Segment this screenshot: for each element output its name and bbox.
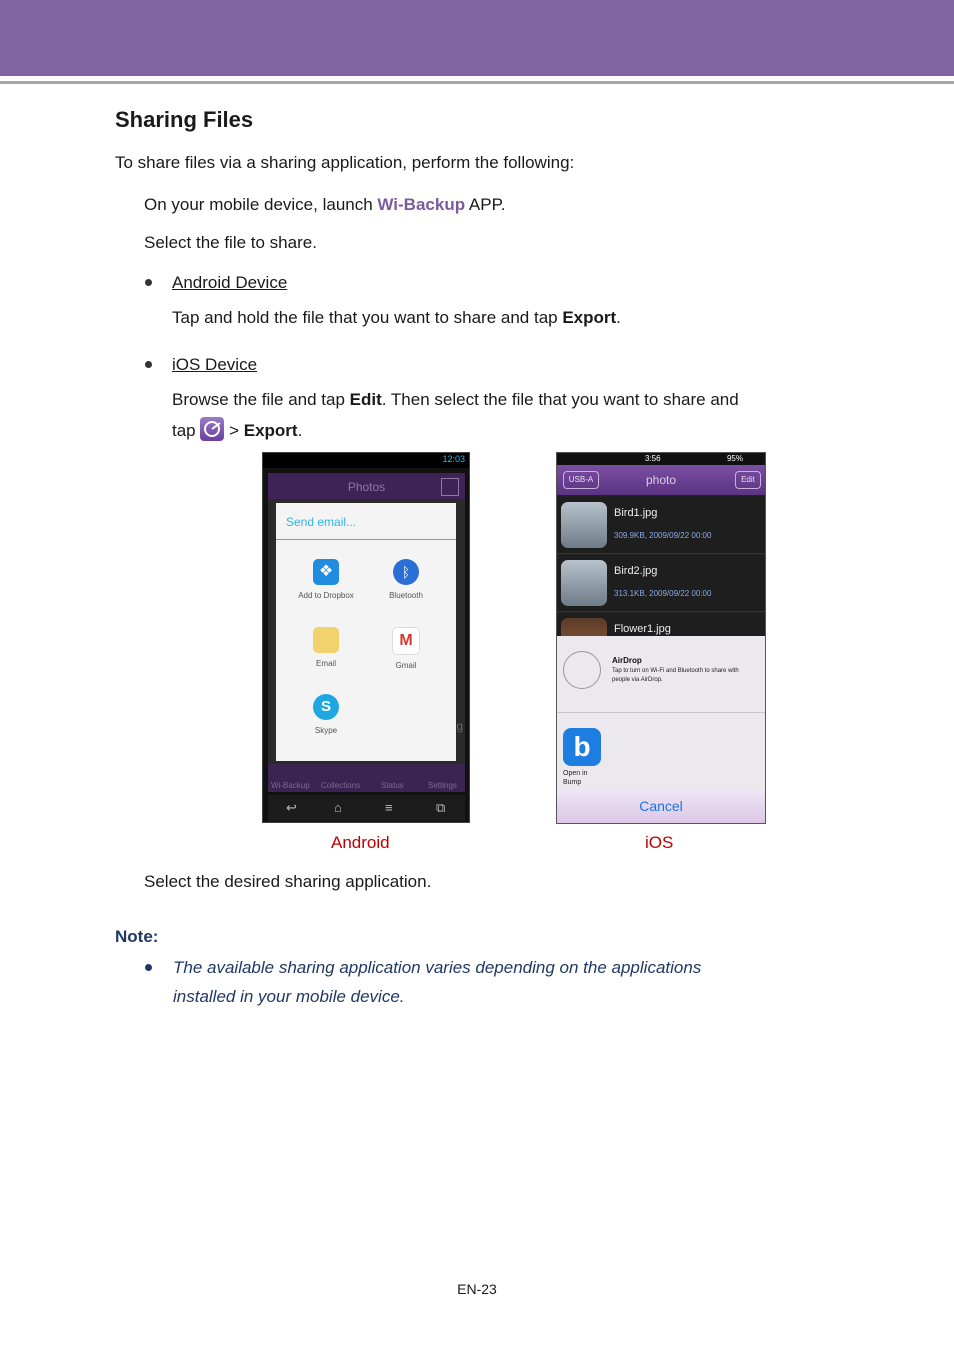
tab-wi-backup[interactable]: Wi-Backup bbox=[271, 781, 310, 790]
file-row[interactable] bbox=[557, 555, 765, 612]
android-heading: Android Device bbox=[172, 273, 288, 292]
bullet-icon bbox=[145, 279, 152, 286]
sheet-divider bbox=[557, 712, 765, 713]
app-label: Skype bbox=[314, 726, 338, 735]
ios-instruction-line2 bbox=[172, 417, 302, 442]
period: . bbox=[616, 308, 621, 327]
tab-status[interactable]: Status bbox=[381, 781, 404, 790]
dialog-divider bbox=[276, 539, 456, 540]
edge-text: g bbox=[456, 719, 463, 733]
ios-instruction-line1 bbox=[172, 389, 739, 411]
email-icon bbox=[313, 627, 339, 653]
android-instruction-text: Tap and hold the file that you want to share and tap bbox=[172, 308, 563, 327]
header-band bbox=[0, 0, 954, 76]
bump-label: Open in Bump bbox=[563, 770, 588, 786]
ios-instruction-text-2: . Then select the file that you want to share and bbox=[381, 390, 739, 409]
bluetooth-icon: ᛒ bbox=[393, 559, 419, 585]
android-time: 12:03 bbox=[442, 454, 465, 464]
android-screenshot bbox=[262, 452, 470, 823]
android-nav-bar bbox=[268, 795, 465, 821]
back-icon[interactable]: ↩ bbox=[286, 800, 297, 815]
android-title-bar bbox=[268, 473, 465, 499]
ios-nav-bar bbox=[557, 465, 765, 495]
edit-button[interactable]: Edit bbox=[735, 471, 761, 489]
skype-icon: S bbox=[313, 694, 339, 720]
share-dialog bbox=[276, 503, 456, 761]
intro-text: To share files via a sharing application, perform the following: bbox=[115, 153, 575, 172]
dropbox-icon: ❖ bbox=[313, 559, 339, 585]
caption-ios: iOS bbox=[645, 833, 674, 852]
airdrop-icon[interactable] bbox=[563, 651, 601, 689]
android-instruction bbox=[172, 307, 621, 329]
export-label: Export bbox=[562, 308, 617, 327]
app-dropbox[interactable] bbox=[286, 559, 366, 600]
ios-screenshot bbox=[556, 452, 766, 824]
app-bluetooth[interactable] bbox=[366, 559, 446, 600]
checkbox-icon bbox=[441, 478, 459, 496]
file-name: Flower1.jpg bbox=[614, 623, 671, 635]
app-label: Add to Dropbox bbox=[298, 591, 354, 600]
android-status-bar bbox=[263, 453, 469, 468]
bump-icon[interactable]: b bbox=[563, 728, 601, 766]
page-title: Sharing Files bbox=[115, 107, 254, 132]
app-skype[interactable] bbox=[286, 694, 366, 735]
photo-thumbnail-icon bbox=[561, 560, 607, 606]
file-name: Bird2.jpg bbox=[614, 565, 658, 577]
app-label: Email bbox=[315, 659, 336, 668]
file-row[interactable] bbox=[557, 497, 765, 554]
note-heading: Note: bbox=[115, 927, 159, 946]
back-button[interactable]: USB-A bbox=[563, 471, 599, 489]
ios-heading: iOS Device bbox=[172, 355, 258, 374]
share-icon bbox=[200, 417, 224, 441]
airdrop-text: Tap to turn on Wi-Fi and Bluetooth to share with people via AirDrop. bbox=[612, 668, 739, 683]
edit-label: Edit bbox=[349, 390, 382, 409]
step-select: Select the file to share. bbox=[144, 233, 317, 252]
tab-settings[interactable]: Settings bbox=[428, 781, 457, 790]
tap-text: tap bbox=[172, 421, 201, 440]
ios-time: 3:56 bbox=[645, 454, 661, 463]
dialog-title: Send email... bbox=[286, 515, 357, 529]
ios-battery: 95% bbox=[726, 454, 743, 463]
photo-thumbnail-icon bbox=[561, 502, 607, 548]
step-launch bbox=[144, 194, 505, 216]
file-meta: 313.1KB, 2009/09/22 00:00 bbox=[614, 589, 712, 598]
file-meta: 309.9KB, 2009/09/22 00:00 bbox=[614, 531, 712, 540]
brand-name: Wi-Backup bbox=[377, 195, 466, 214]
app-label: Gmail bbox=[395, 661, 417, 670]
file-name: Bird1.jpg bbox=[614, 507, 658, 519]
note-line-2: installed in your mobile device. bbox=[173, 987, 405, 1006]
android-title: Photos bbox=[347, 480, 386, 494]
page-number: EN-23 bbox=[457, 1281, 497, 1297]
app-email[interactable] bbox=[286, 627, 366, 668]
bullet-icon bbox=[145, 361, 152, 368]
step-choose-app: Select the desired sharing application. bbox=[144, 872, 432, 891]
share-sheet bbox=[557, 636, 765, 823]
export-label: Export bbox=[243, 421, 298, 440]
step-launch-text: On your mobile device, launch bbox=[144, 195, 378, 214]
app-label: Bluetooth bbox=[389, 591, 423, 600]
caption-android: Android bbox=[331, 833, 390, 852]
cancel-button[interactable]: Cancel bbox=[557, 789, 765, 823]
android-tab-bar bbox=[268, 764, 465, 792]
airdrop-title: AirDrop bbox=[612, 656, 642, 665]
gmail-icon: M bbox=[392, 627, 420, 655]
note-text bbox=[173, 953, 701, 1011]
ios-status-bar bbox=[557, 453, 765, 465]
bullet-icon bbox=[145, 964, 152, 971]
step-launch-suffix: APP. bbox=[465, 195, 506, 214]
recent-apps-icon[interactable]: ⧉ bbox=[436, 800, 446, 815]
home-icon[interactable]: ⌂ bbox=[334, 800, 342, 815]
header-rule bbox=[0, 81, 954, 84]
period: . bbox=[297, 421, 303, 440]
tab-collections[interactable]: Collections bbox=[321, 781, 361, 790]
ios-instruction-text: Browse the file and tap bbox=[172, 390, 350, 409]
app-gmail[interactable] bbox=[366, 627, 446, 670]
ios-title: photo bbox=[645, 473, 677, 487]
menu-icon[interactable]: ≡ bbox=[385, 800, 393, 815]
note-line-1: The available sharing application varies depending on the applications bbox=[173, 958, 702, 977]
arrow-text: > bbox=[224, 421, 244, 440]
